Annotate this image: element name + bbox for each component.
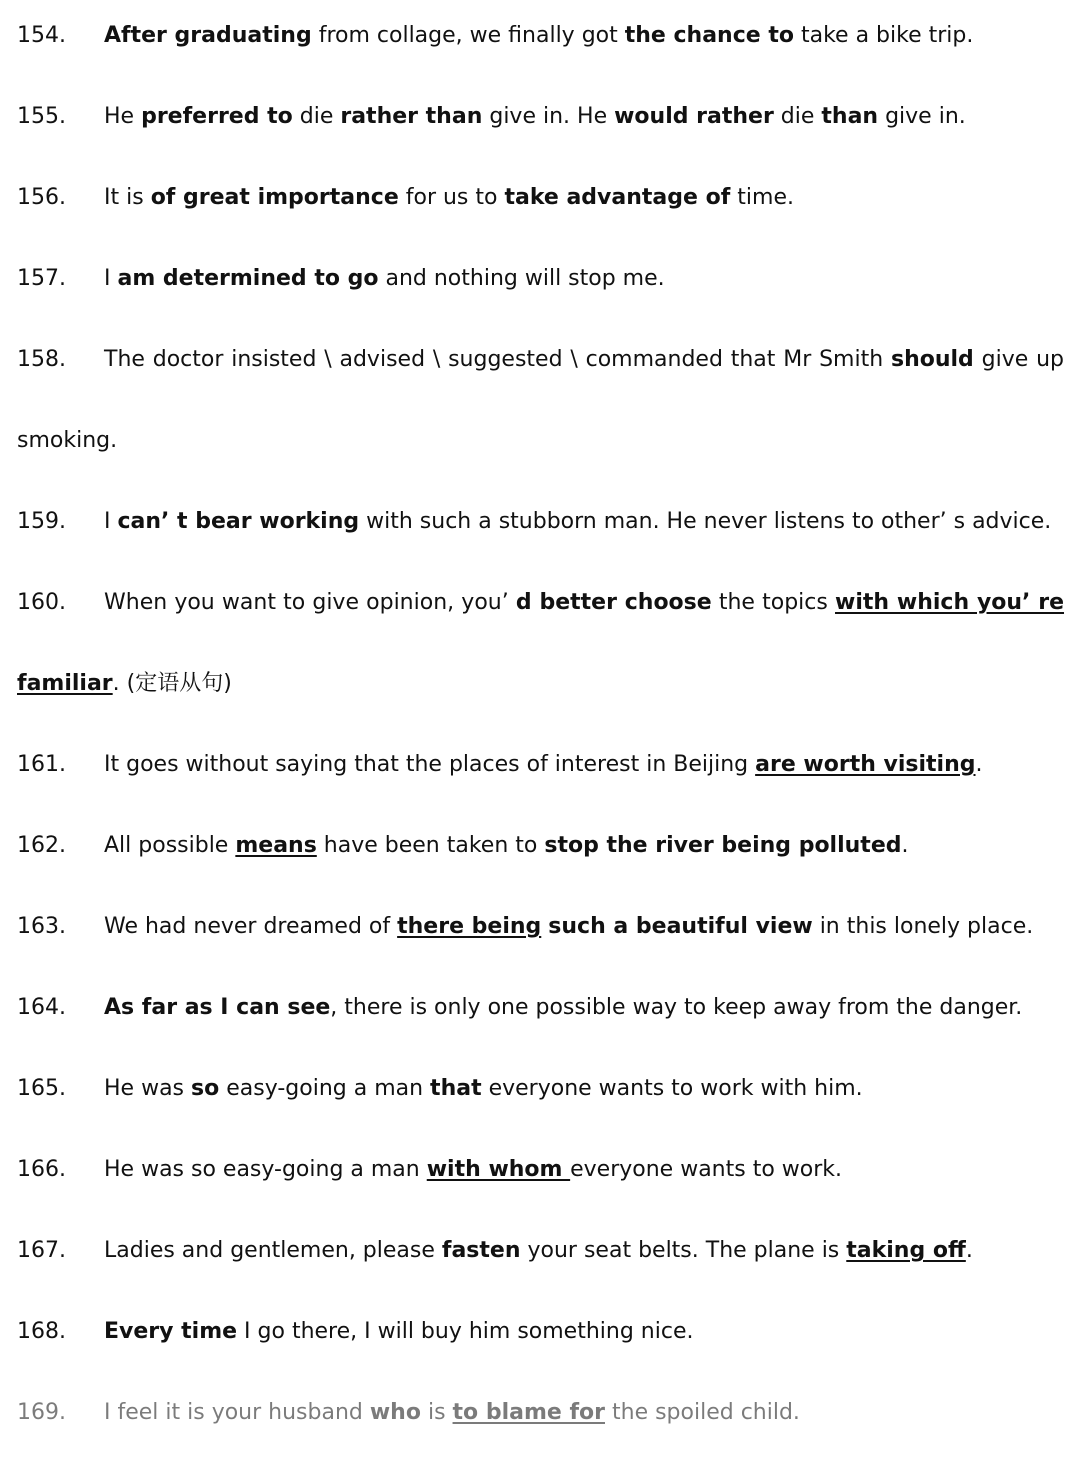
- text-run: He was so easy-going a man: [104, 1157, 427, 1182]
- bold-phrase: am determined to go: [117, 266, 379, 291]
- text-run: give in.: [878, 104, 966, 129]
- entry-number: 168.: [17, 1319, 66, 1344]
- entry-line: [17, 102, 966, 132]
- entry-line: [17, 183, 794, 213]
- bold-phrase: [427, 1157, 570, 1182]
- text-run: (定语从句): [126, 671, 232, 696]
- entry-line: [17, 1317, 693, 1347]
- bold-phrase: would rather: [614, 104, 774, 129]
- entry-continuation: [17, 426, 117, 456]
- underlined-phrase: there being: [397, 914, 542, 939]
- text-run: smoking.: [17, 428, 118, 453]
- entry-line: [17, 507, 1051, 537]
- text-run: everyone wants to work.: [570, 1157, 843, 1182]
- bold-phrase: that: [430, 1076, 482, 1101]
- text-run: , there is only one possible way to keep away from the danger.: [330, 995, 1023, 1020]
- underlined-phrase: are worth visiting: [755, 752, 976, 777]
- text-run: .: [901, 833, 909, 858]
- text-run: .: [975, 752, 983, 777]
- text-run: .: [965, 1238, 973, 1263]
- bold-phrase: After graduating: [104, 23, 312, 48]
- text-run: take a bike trip.: [793, 23, 974, 48]
- entry-number: 157.: [17, 266, 66, 291]
- text-run: easy-going a man: [219, 1076, 431, 1101]
- text-run: time.: [730, 185, 794, 210]
- text-run: I: [104, 266, 118, 291]
- bold-phrase: of great importance: [150, 185, 399, 210]
- entry-number: 154.: [17, 23, 66, 48]
- bold-phrase: [755, 752, 975, 777]
- entry-number: 165.: [17, 1076, 66, 1101]
- text-run: I feel it is your husband: [104, 1400, 370, 1425]
- bold-phrase: who: [369, 1400, 421, 1425]
- text-run: from collage, we finally got: [311, 23, 625, 48]
- entry-line: [17, 912, 1033, 942]
- entry-line: [17, 588, 1064, 618]
- underlined-phrase: with whom: [426, 1157, 571, 1182]
- entry-number: 159.: [17, 509, 66, 534]
- bold-phrase: [835, 590, 1064, 615]
- entry-continuation: [17, 669, 232, 699]
- text-run: die: [773, 104, 822, 129]
- text-run: It is: [104, 185, 151, 210]
- entry-number: 169.: [17, 1400, 66, 1425]
- bold-phrase: can’ t bear working: [117, 509, 360, 534]
- entry-line: [17, 831, 908, 861]
- text-run: with such a stubborn man. He never listens to other’ s advice.: [359, 509, 1052, 534]
- entry-line: [17, 21, 973, 51]
- entry-number: 161.: [17, 752, 66, 777]
- entry-number: 164.: [17, 995, 66, 1020]
- bold-phrase: d better choose: [515, 590, 712, 615]
- text-run: All possible: [104, 833, 236, 858]
- entry-number: 167.: [17, 1238, 66, 1263]
- text-run: .: [112, 671, 127, 696]
- bold-phrase: rather than: [340, 104, 483, 129]
- bold-phrase: take advantage of: [504, 185, 731, 210]
- text-run: your seat belts. The plane is: [520, 1238, 847, 1263]
- text-run: the topics: [711, 590, 836, 615]
- text-run: for us to: [398, 185, 505, 210]
- text-run: The doctor insisted \ advised \ suggested \ commanded that Mr Smith: [104, 347, 891, 372]
- entry-line: [17, 1236, 973, 1266]
- entry-number: 163.: [17, 914, 66, 939]
- text-run: We had never dreamed of: [104, 914, 398, 939]
- entry-number: 160.: [17, 590, 66, 615]
- underlined-phrase: with which you’ re: [835, 590, 1065, 615]
- entry-number: 166.: [17, 1157, 66, 1182]
- text-run: It goes without saying that the places of interest in Beijing: [104, 752, 756, 777]
- bold-phrase: the chance to: [624, 23, 794, 48]
- bold-phrase: stop the river being polluted: [544, 833, 902, 858]
- text-run: He: [104, 104, 142, 129]
- entry-line: [17, 1155, 842, 1185]
- text-run: Ladies and gentlemen, please: [104, 1238, 442, 1263]
- bold-phrase: [397, 914, 541, 939]
- entry-line: [17, 750, 983, 780]
- text-run: die: [292, 104, 341, 129]
- text-run: and nothing will stop me.: [378, 266, 665, 291]
- bold-phrase: As far as I can see: [104, 995, 331, 1020]
- entry-number: 156.: [17, 185, 66, 210]
- bold-phrase: than: [821, 104, 879, 129]
- bold-phrase: such a beautiful view: [548, 914, 813, 939]
- entry-line: [17, 993, 1022, 1023]
- bold-phrase: so: [191, 1076, 220, 1101]
- bold-phrase: should: [890, 347, 974, 372]
- text-run: have been taken to: [316, 833, 545, 858]
- text-run: give in. He: [482, 104, 615, 129]
- text-run: He was: [104, 1076, 192, 1101]
- text-run: I go there, I will buy him something nice.: [237, 1319, 694, 1344]
- bold-phrase: [846, 1238, 966, 1263]
- text-run: give up: [973, 347, 1064, 372]
- bold-phrase: fasten: [441, 1238, 521, 1263]
- entry-line: [17, 345, 1064, 375]
- underlined-phrase: familiar: [17, 671, 113, 696]
- text-run: When you want to give opinion, you’: [104, 590, 516, 615]
- entry-number: 155.: [17, 104, 66, 129]
- entry-number: 158.: [17, 347, 66, 372]
- underlined-phrase: to blame for: [452, 1400, 605, 1425]
- bold-phrase: [453, 1400, 605, 1425]
- bold-phrase: [17, 671, 113, 696]
- entry-line: [17, 1074, 863, 1104]
- underlined-phrase: taking off: [846, 1238, 966, 1263]
- text-run: the spoiled child.: [605, 1400, 800, 1425]
- text-run: is: [420, 1400, 453, 1425]
- bold-phrase: Every time: [104, 1319, 238, 1344]
- bold-phrase: [235, 833, 316, 858]
- text-run: I: [104, 509, 118, 534]
- bold-phrase: preferred to: [141, 104, 293, 129]
- text-run: in this lonely place.: [812, 914, 1034, 939]
- underlined-phrase: means: [235, 833, 317, 858]
- entry-line: [17, 1398, 800, 1428]
- text-run: everyone wants to work with him.: [481, 1076, 863, 1101]
- entry-number: 162.: [17, 833, 66, 858]
- entry-line: [17, 264, 665, 294]
